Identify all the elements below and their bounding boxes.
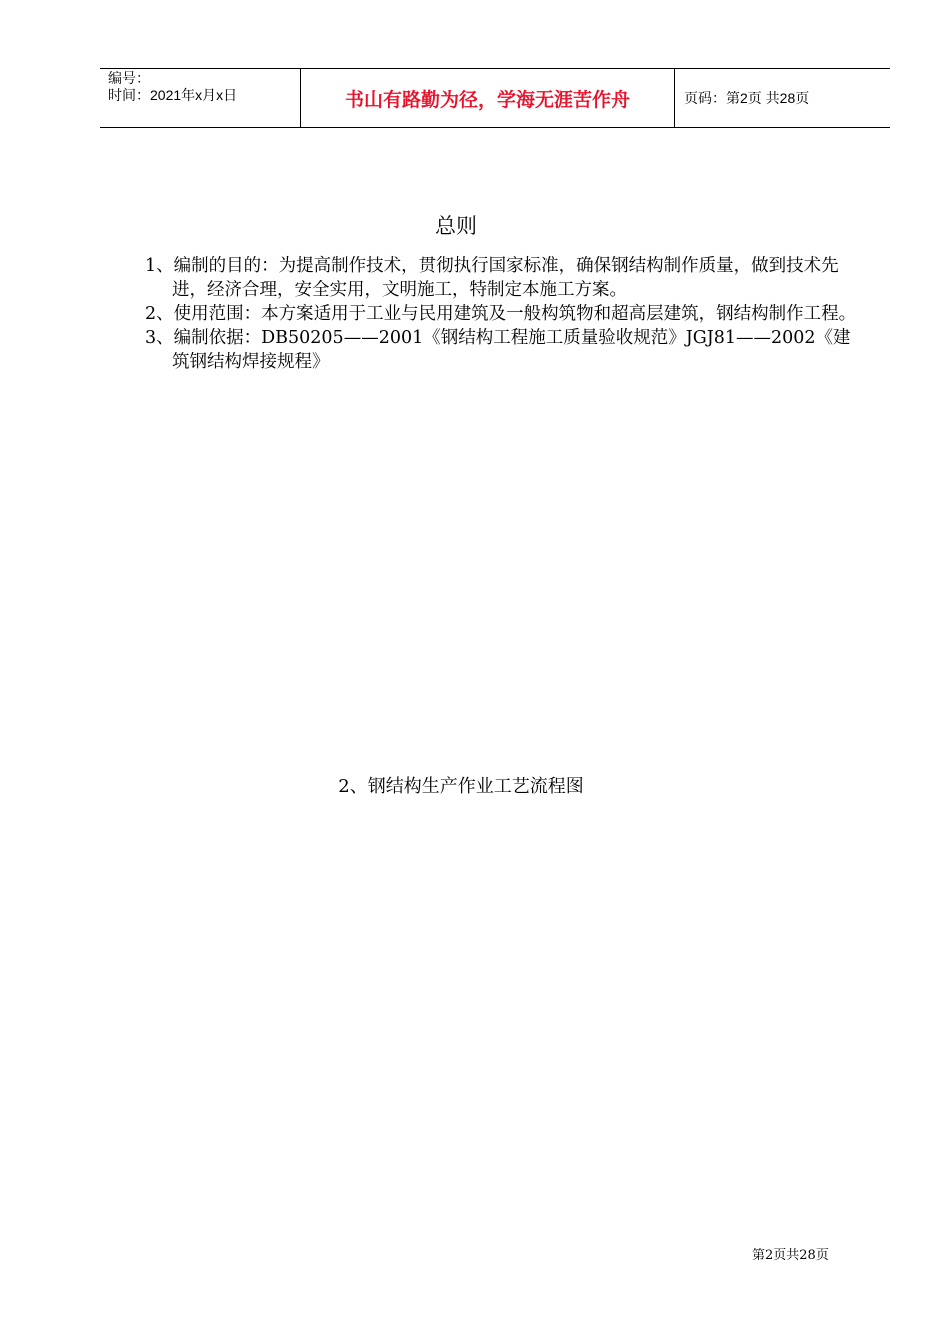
page-header [100,68,890,128]
clause-2: 2、使用范围：本方案适用于工业与民用建筑及一般构筑物和超高层建筑，钢结构制作工程。 [145,304,857,324]
section-heading: 2、钢结构生产作业工艺流程图 [338,776,584,797]
header-page-info: 页码：第2页 共28页 [684,90,810,106]
header-meta [100,69,301,127]
document-title: 总则 [435,214,477,238]
footer-page-number: 第2页共28页 [752,1248,829,1263]
serial-label: 编号： [108,70,150,86]
header-motto: 书山有路勤为径，学海无涯苦作舟 [301,69,675,127]
clause-1: 1、编制的目的：为提高制作技术，贯彻执行国家标准，确保钢结构制作质量，做到技术先进，经济合理，安全实用，文明施工，特制定本施工方案。 [145,256,839,300]
time-label: 时间：2021年x月x日 [108,87,238,103]
general-clauses [145,254,865,374]
clause-3: 3、编制依据：DB50205——2001《钢结构工程施工质量验收规范》JGJ81——2002《建筑钢结构焊接规程》 [145,328,851,372]
